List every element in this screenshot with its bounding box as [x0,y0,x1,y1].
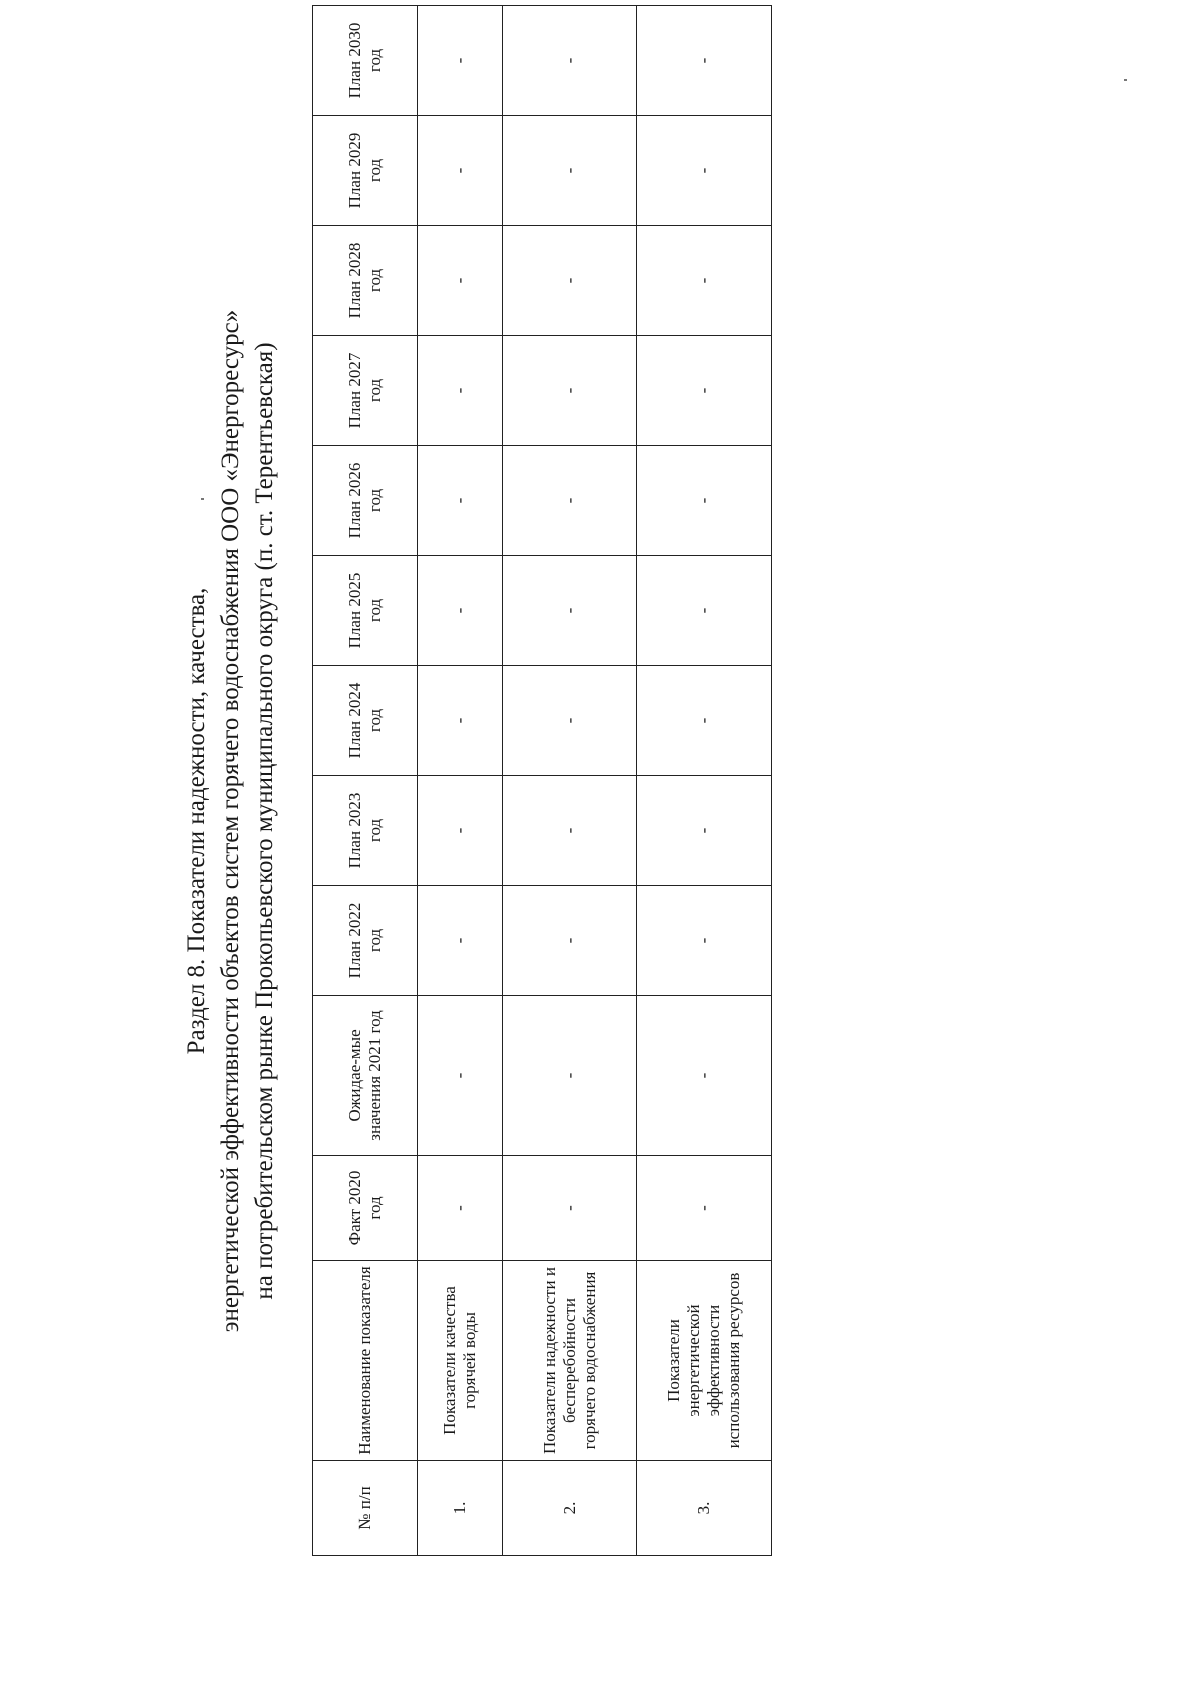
cell-value: - [502,996,637,1156]
cell-value: - [502,1156,637,1261]
header-plan-2024: План 2024 год [313,666,418,776]
header-fact-2020: Факт 2020 год [313,1156,418,1261]
cell-value: - [502,446,637,556]
row-number: 1. [418,1461,503,1556]
table-row [637,6,772,1556]
cell-value: - [418,996,503,1156]
cell-value: - [502,116,637,226]
scan-speck [1124,79,1127,81]
table-row [502,6,637,1556]
cell-value: - [637,116,772,226]
cell-value: - [418,776,503,886]
header-name: Наименование показателя [313,1261,418,1461]
header-expected-2021: Ожидае-мые значения 2021 год [313,996,418,1156]
cell-value: - [418,1156,503,1261]
cell-value: - [502,666,637,776]
cell-value: - [418,886,503,996]
header-plan-2029: План 2029 год [313,116,418,226]
header-plan-2026: План 2026 год [313,446,418,556]
cell-value: - [637,666,772,776]
cell-value: - [418,6,503,116]
cell-value: - [637,446,772,556]
cell-value: - [502,556,637,666]
row-indicator-name: Показатели надежности и бесперебойности горячего водоснабжения [502,1261,637,1461]
title-line-3: на потребительском рынке Прокопьевского муниципального округа (п. ст. Терентьевская) [251,342,278,1300]
cell-value: - [637,1156,772,1261]
header-plan-2025: План 2025 год [313,556,418,666]
header-plan-2028: План 2028 год [313,226,418,336]
cell-value: - [637,996,772,1156]
cell-value: - [502,226,637,336]
title-line-2: энергетической эффективности объектов систем горячего водоснабжения ООО «Энергоресурс» [217,309,244,1333]
cell-value: - [418,226,503,336]
cell-value: - [418,116,503,226]
cell-value: - [637,6,772,116]
header-plan-2027: План 2027 год [313,336,418,446]
header-plan-2030: План 2030 год [313,6,418,116]
cell-value: - [502,336,637,446]
rotated-content [180,22,800,1556]
cell-value: - [418,336,503,446]
cell-value: - [637,776,772,886]
row-indicator-name: Показатели энергетической эффективности использования ресурсов [637,1261,772,1461]
cell-value: - [418,556,503,666]
cell-value: - [637,336,772,446]
cell-value: - [637,226,772,336]
cell-value: - [502,6,637,116]
cell-value: - [637,556,772,666]
cell-value: - [502,776,637,886]
table-header-row [313,6,418,1556]
table-row [418,6,503,1556]
document-title [180,86,282,1556]
row-indicator-name: Показатели качества горячей воды [418,1261,503,1461]
indicators-table [312,5,772,1556]
header-plan-2023: План 2023 год [313,776,418,886]
header-num: № п/п [313,1461,418,1556]
header-plan-2022: План 2022 год [313,886,418,996]
row-number: 3. [637,1461,772,1556]
cell-value: - [637,886,772,996]
cell-value: - [418,446,503,556]
row-number: 2. [502,1461,637,1556]
cell-value: - [418,666,503,776]
title-line-1: Раздел 8. Показатели надежности, качества, [183,587,210,1055]
cell-value: - [502,886,637,996]
